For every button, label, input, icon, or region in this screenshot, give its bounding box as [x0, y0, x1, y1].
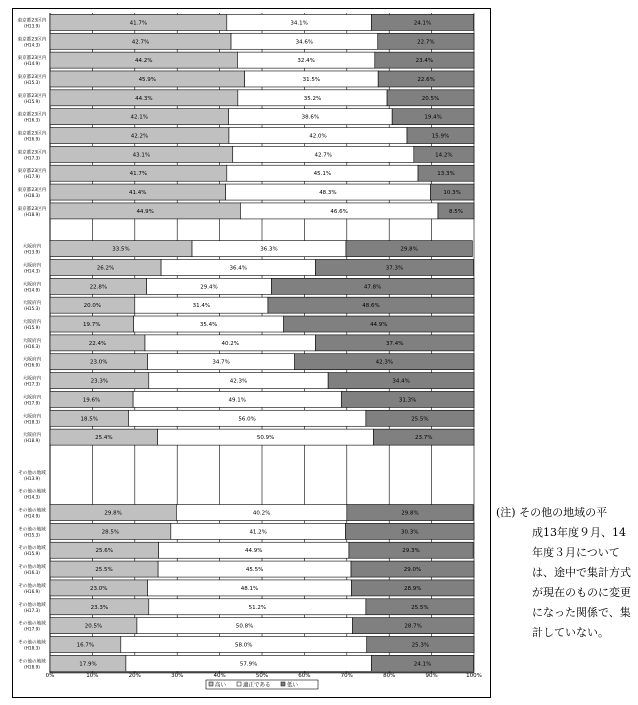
data-label: 34.6%	[295, 39, 314, 46]
category-label: 東京都23区内	[17, 56, 47, 62]
x-tick-label: 30%	[171, 673, 184, 679]
data-label: 20.5%	[421, 95, 440, 102]
category-label: その他の地域	[18, 583, 46, 589]
data-label: 25.5%	[411, 604, 429, 611]
category-label: 大阪府内	[22, 282, 42, 288]
data-label: 45.1%	[313, 171, 332, 178]
data-label: 44.9%	[136, 208, 154, 215]
category-label: 大阪府内	[22, 414, 42, 420]
category-label: その他の地域	[18, 508, 46, 514]
data-label: 26.2%	[96, 265, 115, 272]
data-label: 36.4%	[229, 265, 247, 272]
period-label: (H16.3)	[24, 570, 40, 576]
legend-label: 適正である	[243, 682, 271, 689]
x-tick-label: 70%	[340, 673, 353, 679]
chart-frame	[12, 8, 491, 698]
x-tick-label: 90%	[425, 673, 438, 679]
period-label: (H14.9)	[24, 287, 40, 293]
x-tick-label: 0%	[45, 673, 55, 679]
category-label: その他の地域	[18, 546, 46, 552]
category-label: 東京都23区内	[17, 188, 47, 194]
data-label: 34.1%	[290, 20, 308, 27]
data-label: 41.4%	[129, 190, 147, 197]
data-label: 22.8%	[89, 284, 108, 291]
category-label: 大阪府内	[22, 338, 42, 344]
data-label: 8.5%	[448, 208, 463, 215]
period-label: (H18.3)	[24, 419, 40, 425]
data-label: 28.5%	[101, 529, 120, 536]
data-label: 44.3%	[135, 95, 153, 102]
period-label: (H14.3)	[24, 42, 40, 48]
data-label: 31.4%	[192, 303, 211, 310]
x-tick-label: 10%	[86, 673, 99, 679]
data-label: 23.7%	[415, 435, 433, 442]
period-label: (H13.9)	[24, 23, 40, 29]
footnote-body: 成13年度９月、14年度３月については、途中で集計方式が現在のものに変更になった関係で、集計していない。	[532, 526, 631, 639]
period-label: (H18.9)	[24, 211, 40, 217]
period-label: (H17.3)	[24, 381, 40, 387]
data-label: 16.7%	[76, 642, 95, 649]
data-label: 10.3%	[443, 190, 461, 197]
category-label: その他の地域	[18, 470, 46, 476]
period-label: (H15.9)	[24, 98, 40, 104]
category-label: 大阪府内	[22, 244, 42, 250]
period-label: (H16.9)	[24, 362, 40, 368]
category-label: 大阪府内	[22, 263, 42, 269]
period-label: (H18.9)	[24, 664, 40, 670]
data-label: 37.4%	[385, 340, 404, 347]
footnote	[496, 503, 631, 643]
data-label: 20.0%	[83, 303, 102, 310]
data-label: 17.9%	[79, 661, 97, 668]
legend-swatch	[237, 682, 241, 686]
data-label: 23.3%	[90, 378, 109, 385]
data-label: 22.4%	[88, 340, 107, 347]
data-label: 23.0%	[90, 585, 108, 592]
data-label: 57.9%	[239, 661, 258, 668]
period-label: (H15.3)	[24, 306, 40, 312]
category-label: 東京都23区内	[17, 74, 47, 80]
category-label: 東京都23区内	[17, 169, 47, 175]
data-label: 46.6%	[330, 208, 348, 215]
x-tick-label: 100%	[466, 673, 482, 679]
data-label: 25.3%	[411, 642, 430, 649]
data-label: 44.9%	[370, 322, 388, 329]
legend-swatch	[281, 682, 285, 686]
period-label: (H16.9)	[24, 136, 40, 142]
data-label: 32.4%	[297, 58, 315, 65]
x-tick-label: 40%	[213, 673, 226, 679]
x-tick-label: 80%	[383, 673, 396, 679]
period-label: (H15.3)	[24, 79, 40, 85]
data-label: 40.2%	[221, 340, 239, 347]
data-label: 41.7%	[129, 20, 148, 27]
data-label: 24.1%	[413, 661, 432, 668]
data-label: 29.8%	[400, 246, 418, 253]
period-label: (H15.9)	[24, 551, 40, 557]
legend-label: 高い	[215, 682, 227, 689]
category-label: 東京都23区内	[17, 112, 47, 118]
data-label: 29.8%	[401, 510, 419, 517]
data-label: 42.7%	[314, 152, 333, 159]
period-label: (H14.9)	[24, 513, 40, 519]
period-label: (H18.3)	[24, 645, 40, 651]
data-label: 47.8%	[363, 284, 382, 291]
data-label: 29.0%	[403, 567, 422, 574]
category-label: 東京都23区内	[17, 150, 47, 156]
data-label: 34.7%	[212, 359, 230, 366]
period-label: (H13.9)	[24, 249, 40, 255]
data-label: 43.1%	[132, 152, 151, 159]
data-label: 45.5%	[245, 567, 264, 574]
data-label: 28.9%	[403, 585, 422, 592]
data-label: 50.9%	[256, 435, 275, 442]
data-label: 41.2%	[249, 529, 267, 536]
period-label: (H17.3)	[24, 607, 40, 613]
data-label: 48.3%	[319, 190, 337, 197]
data-label: 49.1%	[228, 397, 246, 404]
period-label: (H16.9)	[24, 588, 40, 594]
data-label: 22.6%	[417, 76, 435, 83]
category-label: 大阪府内	[22, 320, 42, 326]
data-label: 45.9%	[138, 76, 157, 83]
period-label: (H13.9)	[24, 475, 40, 481]
period-label: (H14.3)	[24, 268, 40, 274]
data-label: 48.1%	[240, 585, 259, 592]
data-label: 34.4%	[392, 378, 410, 385]
legend-label: 低い	[287, 682, 299, 689]
x-tick-label: 20%	[128, 673, 141, 679]
data-label: 42.0%	[309, 133, 327, 140]
category-label: その他の地域	[18, 527, 46, 533]
data-label: 44.2%	[134, 58, 153, 65]
data-label: 36.3%	[260, 246, 278, 253]
data-label: 38.6%	[301, 114, 320, 121]
data-label: 19.4%	[424, 114, 442, 121]
category-label: 東京都23区内	[17, 18, 47, 24]
category-label: その他の地域	[18, 489, 46, 495]
period-label: (H18.3)	[24, 193, 40, 199]
category-label: 東京都23区内	[17, 206, 47, 212]
stacked-bar-chart	[13, 9, 490, 697]
data-label: 23.3%	[90, 604, 109, 611]
data-label: 25.5%	[411, 416, 429, 423]
data-label: 18.5%	[80, 416, 98, 423]
footnote-head: (注) その他の地域の平	[496, 506, 608, 519]
category-label: 大阪府内	[22, 395, 42, 401]
data-label: 35.2%	[303, 95, 322, 102]
period-label: (H15.9)	[24, 325, 40, 331]
data-label: 19.7%	[83, 322, 101, 329]
data-label: 22.7%	[417, 39, 435, 46]
category-label: その他の地域	[18, 621, 46, 627]
data-label: 20.5%	[84, 623, 103, 630]
category-label: 東京都23区内	[17, 93, 47, 99]
data-label: 25.5%	[95, 567, 113, 574]
data-label: 44.9%	[244, 548, 263, 555]
category-label: その他の地域	[18, 565, 46, 571]
data-label: 51.2%	[248, 604, 267, 611]
period-label: (H17.9)	[24, 626, 40, 632]
category-label: 大阪府内	[22, 301, 42, 307]
period-label: (H17.9)	[24, 174, 40, 180]
data-label: 42.1%	[130, 114, 148, 121]
period-label: (H16.3)	[24, 343, 40, 349]
data-label: 42.3%	[375, 359, 394, 366]
data-label: 29.3%	[402, 548, 420, 555]
period-label: (H17.3)	[24, 155, 40, 161]
data-label: 23.4%	[415, 58, 434, 65]
data-label: 50.8%	[235, 623, 254, 630]
data-label: 56.0%	[238, 416, 256, 423]
period-label: (H15.3)	[24, 532, 40, 538]
data-label: 31.3%	[398, 397, 417, 404]
data-label: 25.4%	[95, 435, 113, 442]
period-label: (H18.9)	[24, 438, 40, 444]
data-label: 14.2%	[435, 152, 453, 159]
period-label: (H16.3)	[24, 117, 40, 123]
category-label: その他の地域	[18, 659, 46, 665]
data-label: 42.3%	[229, 378, 248, 385]
data-label: 41.7%	[129, 171, 148, 178]
data-label: 29.4%	[200, 284, 218, 291]
period-label: (H14.9)	[24, 61, 40, 67]
data-label: 58.0%	[235, 642, 253, 649]
data-label: 23.0%	[90, 359, 108, 366]
category-label: 大阪府内	[22, 433, 42, 439]
category-label: その他の地域	[18, 602, 46, 608]
category-label: 大阪府内	[22, 376, 42, 382]
data-label: 40.2%	[252, 510, 271, 517]
x-tick-label: 50%	[255, 673, 269, 679]
data-label: 15.9%	[431, 133, 450, 140]
data-label: 37.3%	[385, 265, 404, 272]
data-label: 29.8%	[104, 510, 122, 517]
data-label: 19.6%	[82, 397, 101, 404]
data-label: 42.2%	[130, 133, 149, 140]
category-label: その他の地域	[18, 640, 46, 646]
legend-swatch	[209, 682, 213, 686]
data-label: 25.6%	[95, 548, 114, 555]
data-label: 33.5%	[112, 246, 130, 253]
x-tick-label: 60%	[298, 673, 311, 679]
data-label: 30.3%	[401, 529, 419, 536]
data-label: 31.5%	[302, 76, 321, 83]
data-label: 42.7%	[131, 39, 150, 46]
data-label: 48.6%	[362, 303, 380, 310]
data-label: 28.7%	[404, 623, 422, 630]
data-label: 13.3%	[437, 171, 455, 178]
period-label: (H14.3)	[24, 494, 40, 500]
period-label: (H17.9)	[24, 400, 40, 406]
data-label: 24.1%	[413, 20, 432, 27]
category-label: 東京都23区内	[17, 37, 47, 43]
category-label: 東京都23区内	[17, 131, 47, 137]
category-label: 大阪府内	[22, 357, 42, 363]
data-label: 35.4%	[199, 322, 218, 329]
